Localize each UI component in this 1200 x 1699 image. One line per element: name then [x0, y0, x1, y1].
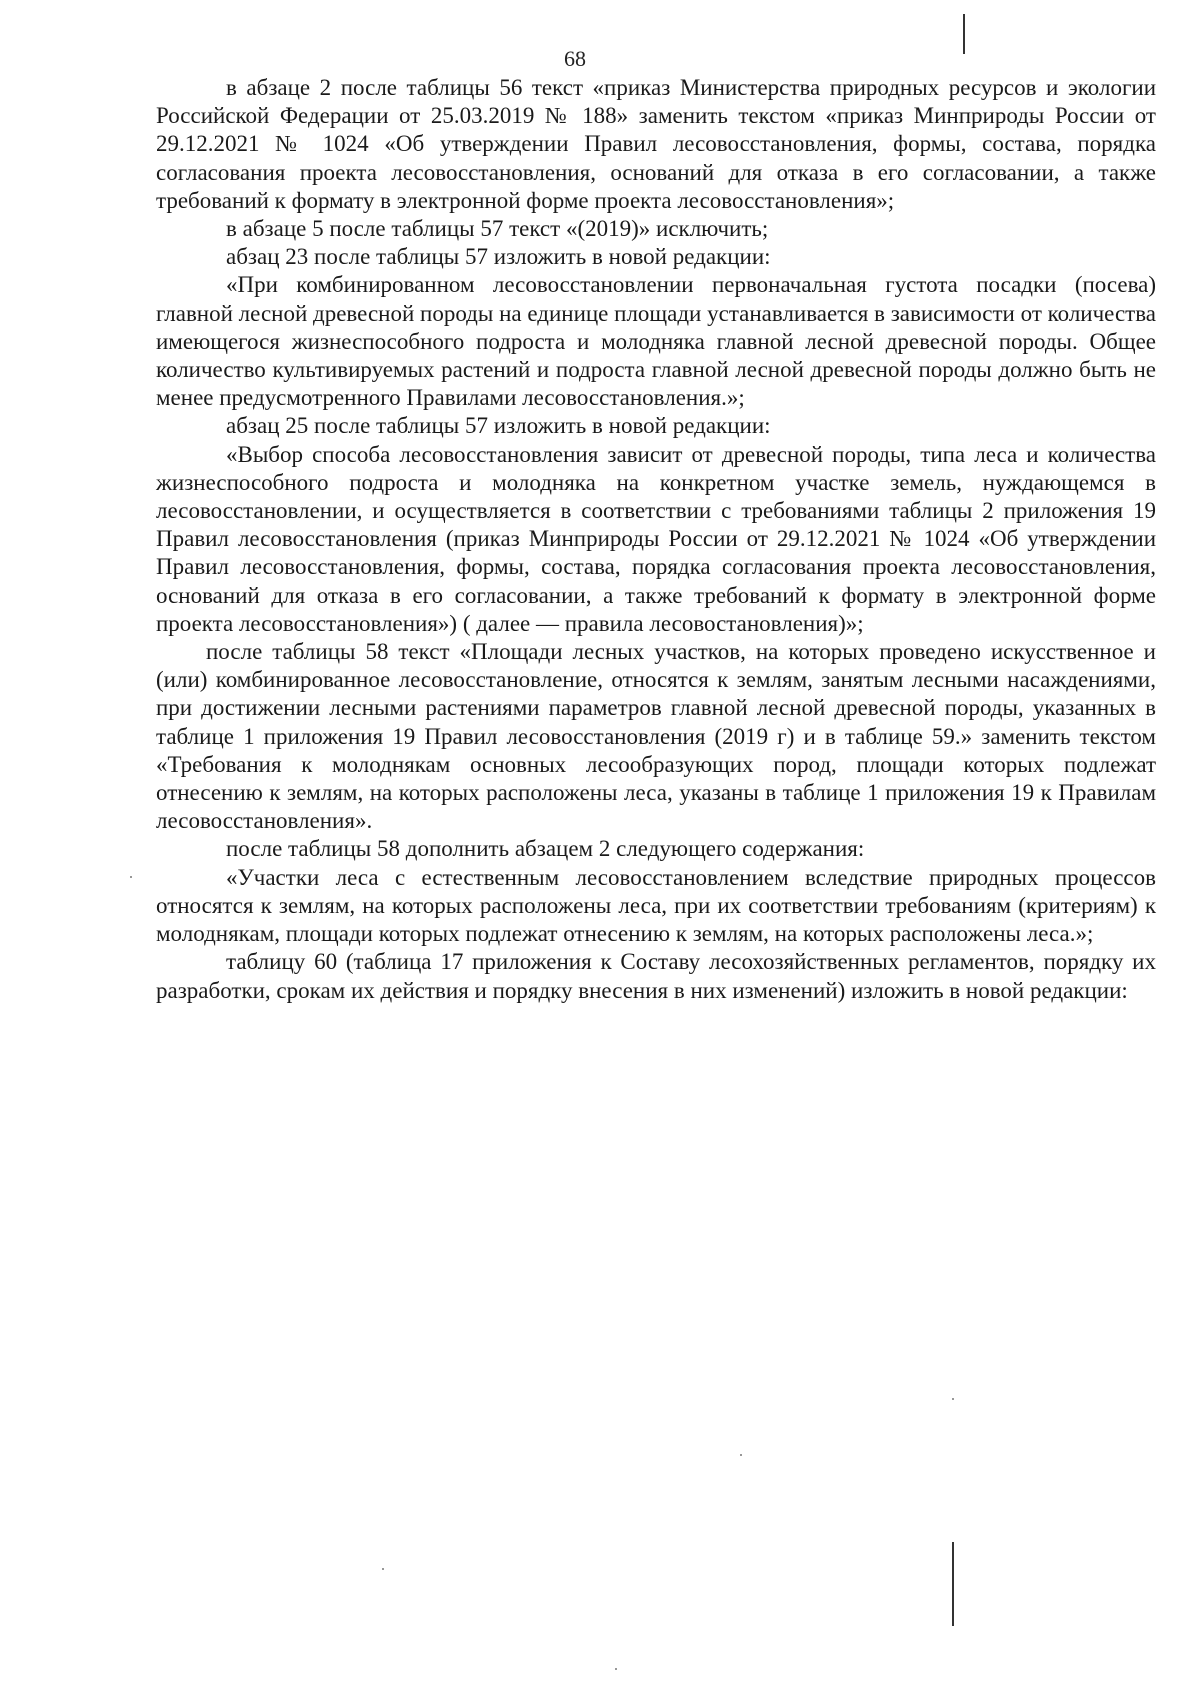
scan-speck: [952, 1398, 954, 1400]
paragraph-10: таблицу 60 (таблица 17 приложения к Составу лесохозяйственных регламентов, порядку их разработки, срокам их действия и порядку внесения в них изменений) изложить в новой редакции:: [156, 949, 1156, 1003]
paragraph-9: «Участки леса с естественным лесовосстановлением вследствие природных процессов относятся к землям, на которых расположены леса, при их соответствии требованиям (критериям) к молоднякам, площади которых подлежат отнесению к землям, на которых расположены леса.»;: [156, 864, 1156, 947]
paragraph-3: абзац 23 после таблицы 57 изложить в новой редакции:: [226, 244, 771, 270]
scan-speck: [130, 876, 132, 878]
scan-speck: [740, 1454, 742, 1456]
paragraph-4: «При комбинированном лесовосстановлении первоначальная густота посадки (посева) главной лесной древесной породы на единице площади устанавливается в зависимости от количества имеющегося жизнеспособного подроста и молодняка главной лесной древесной породы. Общее количество культивируемых растений и подроста главной лесной древесной породы должно быть не менее предусмотренного Правилами лесовосстановления.»;: [156, 272, 1156, 411]
paragraph-8: после таблицы 58 дополнить абзацем 2 следующего содержания:: [226, 836, 865, 862]
paragraph-1: в абзаце 2 после таблицы 56 текст «приказ Министерства природных ресурсов и экологии Российской Федерации от 25.03.2019 № 188» заменить текстом «приказ Минприроды России от 29.12.2021 № 1024 «Об утверждении Правил лесовосстановления, формы, состава, порядка согласования проекта лесовосстановления, оснований для отказа в его согласовании, а также требований к формату в электронной форме проекта лесовосстановления»;: [156, 75, 1156, 213]
paragraph-6: «Выбор способа лесовосстановления зависит от древесной породы, типа леса и количества жизнеспособного подроста и молодняка на конкретном участке земель, нуждающемся в лесовосстановлении, и осуществляется в соответствии с требованиями таблицы 2 приложения 19 Правил лесовосстановления (приказ Минприроды России от 29.12.2021 № 1024 «Об утверждении Правил лесовосстановления, формы, состава, порядка согласования проекта лесовосстановления, оснований для отказа в его согласовании, а также требований к формату в электронной форме проекта лесовосстановления») ( далее — правила лесовостановления)»;: [156, 441, 1156, 636]
scan-speck: [615, 1668, 617, 1670]
paragraph-2: в абзаце 5 после таблицы 57 текст «(2019)» исключить;: [226, 216, 769, 242]
scan-speck: [382, 1568, 384, 1570]
document-body: [156, 74, 1156, 1005]
scan-mark-top: [963, 14, 965, 54]
paragraph-7: после таблицы 58 текст «Площади лесных участков, на которых проведено искусственное и (или) комбинированное лесовосстановление, относятся к землям, занятым лесными насаждениями, при достижении лесными растениями параметров главной лесной древесной породы, указанных в таблице 1 приложения 19 Правил лесовосстановления (2019 г) и в таблице 59.» заменить текстом «Требования к молоднякам основных лесообразующих пород, площади которых подлежат отнесению к землям, на которых расположены леса, указаны в таблице 1 приложения 19 к Правилам лесовосстановления».: [156, 639, 1156, 834]
paragraph-5: абзац 25 после таблицы 57 изложить в новой редакции:: [226, 413, 771, 439]
page-number: 68: [564, 46, 586, 71]
scan-mark-bottom: [952, 1542, 954, 1626]
